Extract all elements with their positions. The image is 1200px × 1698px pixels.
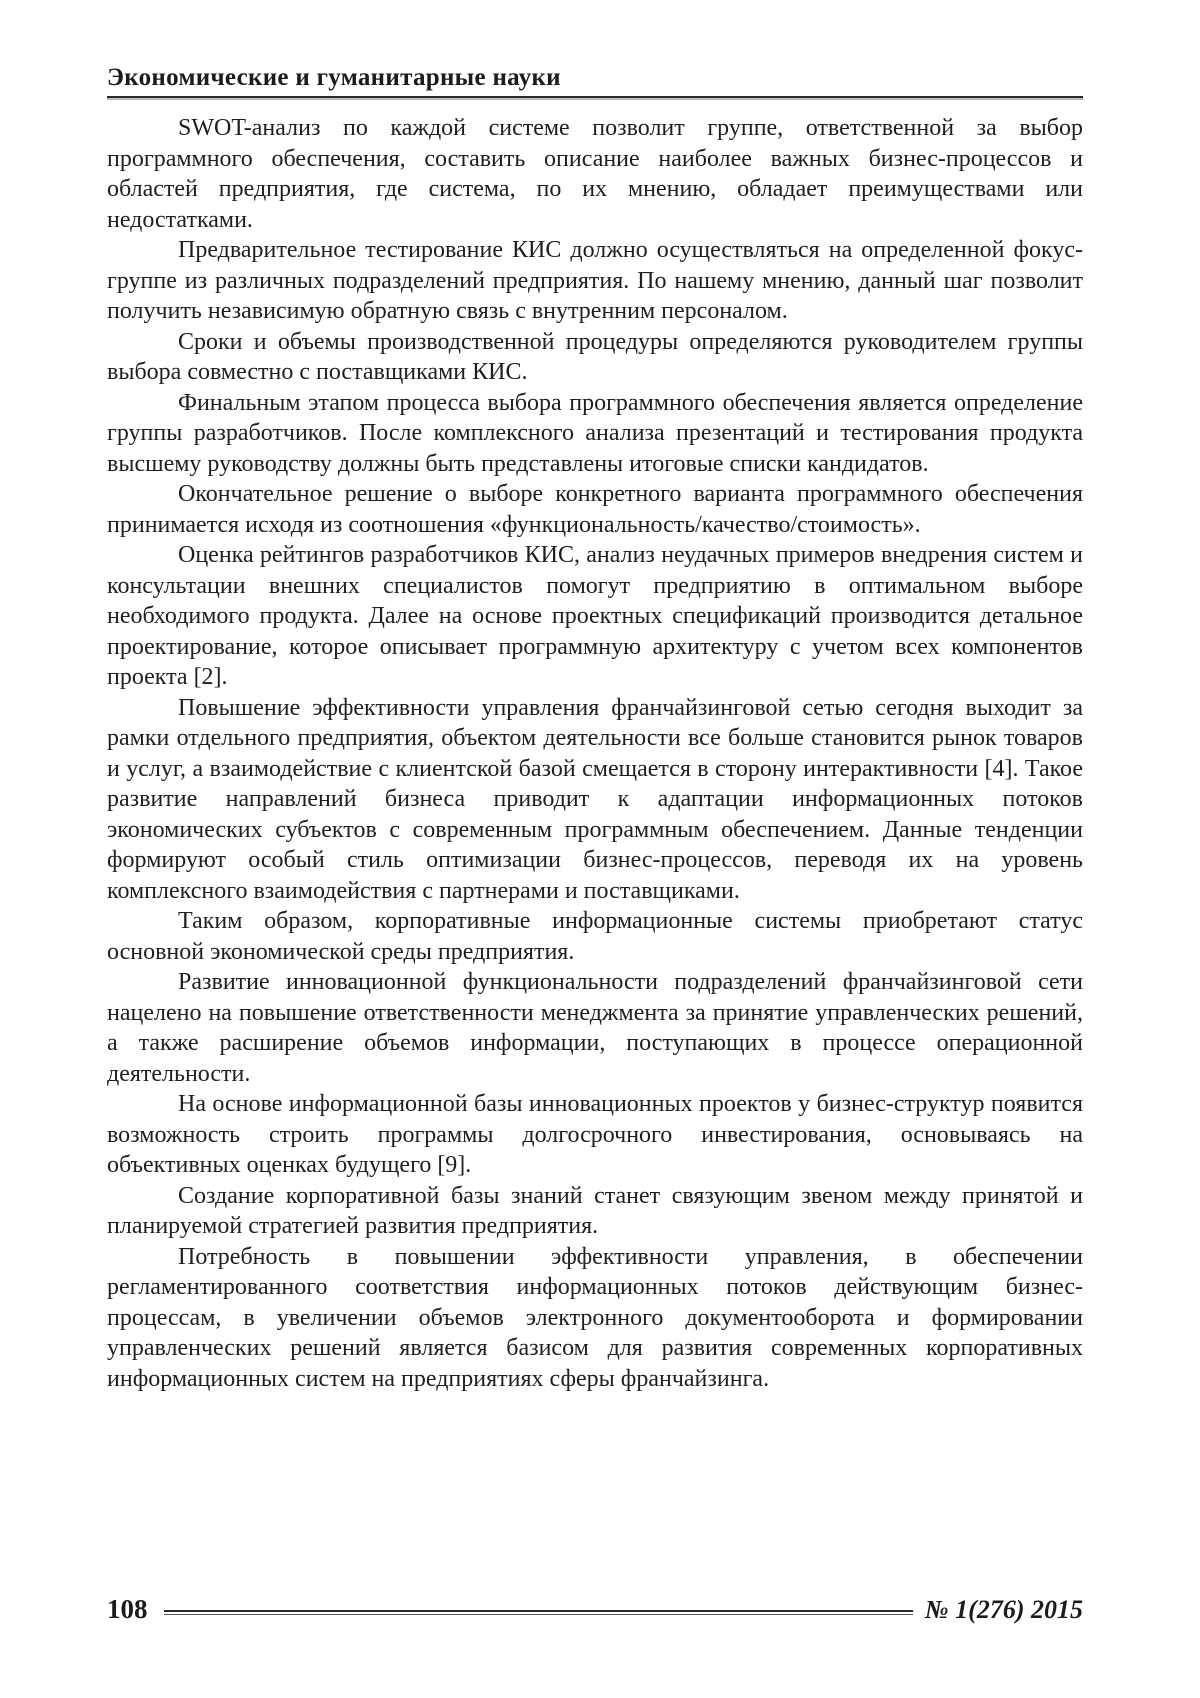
body-paragraph: На основе информационной базы инновационных проектов у бизнес-структур появится возможность строить программы долгосрочного инвестирования, основываясь на объективных оценках будущего [9].: [107, 1091, 1083, 1178]
page-number: 108: [107, 1594, 148, 1624]
section-title: Экономические и гуманитарные науки: [107, 64, 561, 91]
body-paragraph: Оценка рейтингов разработчиков КИС, анализ неудачных примеров внедрения систем и консультации внешних специалистов помогут предприятию в оптимальном выборе необходимого продукта. Далее на основе проектных спецификаций производится детальное проектирование, которое описывает программную архитектуру с учетом всех компонентов проекта [2].: [107, 542, 1083, 690]
article-body: [107, 113, 1083, 1394]
body-paragraph: Повышение эффективности управления франчайзинговой сетью сегодня выходит за рамки отдельного предприятия, объектом деятельности все больше становится рынок товаров и услуг, а взаимодействие с клиентской базой смещается в сторону интерактивности [4]. Такое развитие направлений бизнеса приводит к адаптации информационных потоков экономических субъектов с современным программным обеспечением. Данные тенденции формируют особый стиль оптимизации бизнес-процессов, переводя их на уровень комплексного взаимодействия с партнерами и поставщиками.: [107, 694, 1083, 904]
running-header: [107, 64, 1083, 98]
footer-rule: [164, 1610, 913, 1615]
body-paragraph: SWOT-анализ по каждой системе позволит группе, ответственной за выбор программного обеспечения, составить описание наиболее важных бизнес-процессов и областей предприятия, где система, по их мнению, обладает преимуществами или недостатками.: [107, 115, 1083, 233]
body-paragraph: Развитие инновационной функциональности подразделений франчайзинговой сети нацелено на повышение ответственности менеджмента за принятие управленческих решений, а также расширение объемов информации, поступающих в процессе операционной деятельности.: [107, 969, 1083, 1087]
body-paragraph: Предварительное тестирование КИС должно осуществляться на определенной фокус-группе из различных подразделений предприятия. По нашему мнению, данный шаг позволит получить независимую обратную связь с внутренним персоналом.: [107, 237, 1083, 324]
body-paragraph: Таким образом, корпоративные информационные системы приобретают статус основной экономической среды предприятия.: [107, 908, 1083, 965]
page-content: [107, 64, 1083, 1394]
page-footer: [107, 1594, 1083, 1625]
body-paragraph: Сроки и объемы производственной процедуры определяются руководителем группы выбора совместно с поставщиками КИС.: [107, 328, 1083, 385]
body-paragraph: Потребность в повышении эффективности управления, в обеспечении регламентированного соответствия информационных потоков действующим бизнес-процессам, в увеличении объемов электронного документооборота и формировании управленческих решений является базисом для развития современных корпоративных информационных систем на предприятиях сферы франчайзинга.: [107, 1243, 1083, 1392]
body-paragraph: Финальным этапом процесса выбора программного обеспечения является определение группы разработчиков. После комплексного анализа презентаций и тестирования продукта высшему руководству должны быть представлены итоговые списки кандидатов.: [107, 389, 1083, 477]
body-paragraph: Окончательное решение о выборе конкретного варианта программного обеспечения принимается исходя из соотношения «функциональность/качество/стоимость».: [107, 481, 1083, 538]
issue-label: № 1(276) 2015: [924, 1594, 1083, 1624]
body-paragraph: Создание корпоративной базы знаний станет связующим звеном между принятой и планируемой стратегией развития предприятия.: [107, 1182, 1083, 1239]
